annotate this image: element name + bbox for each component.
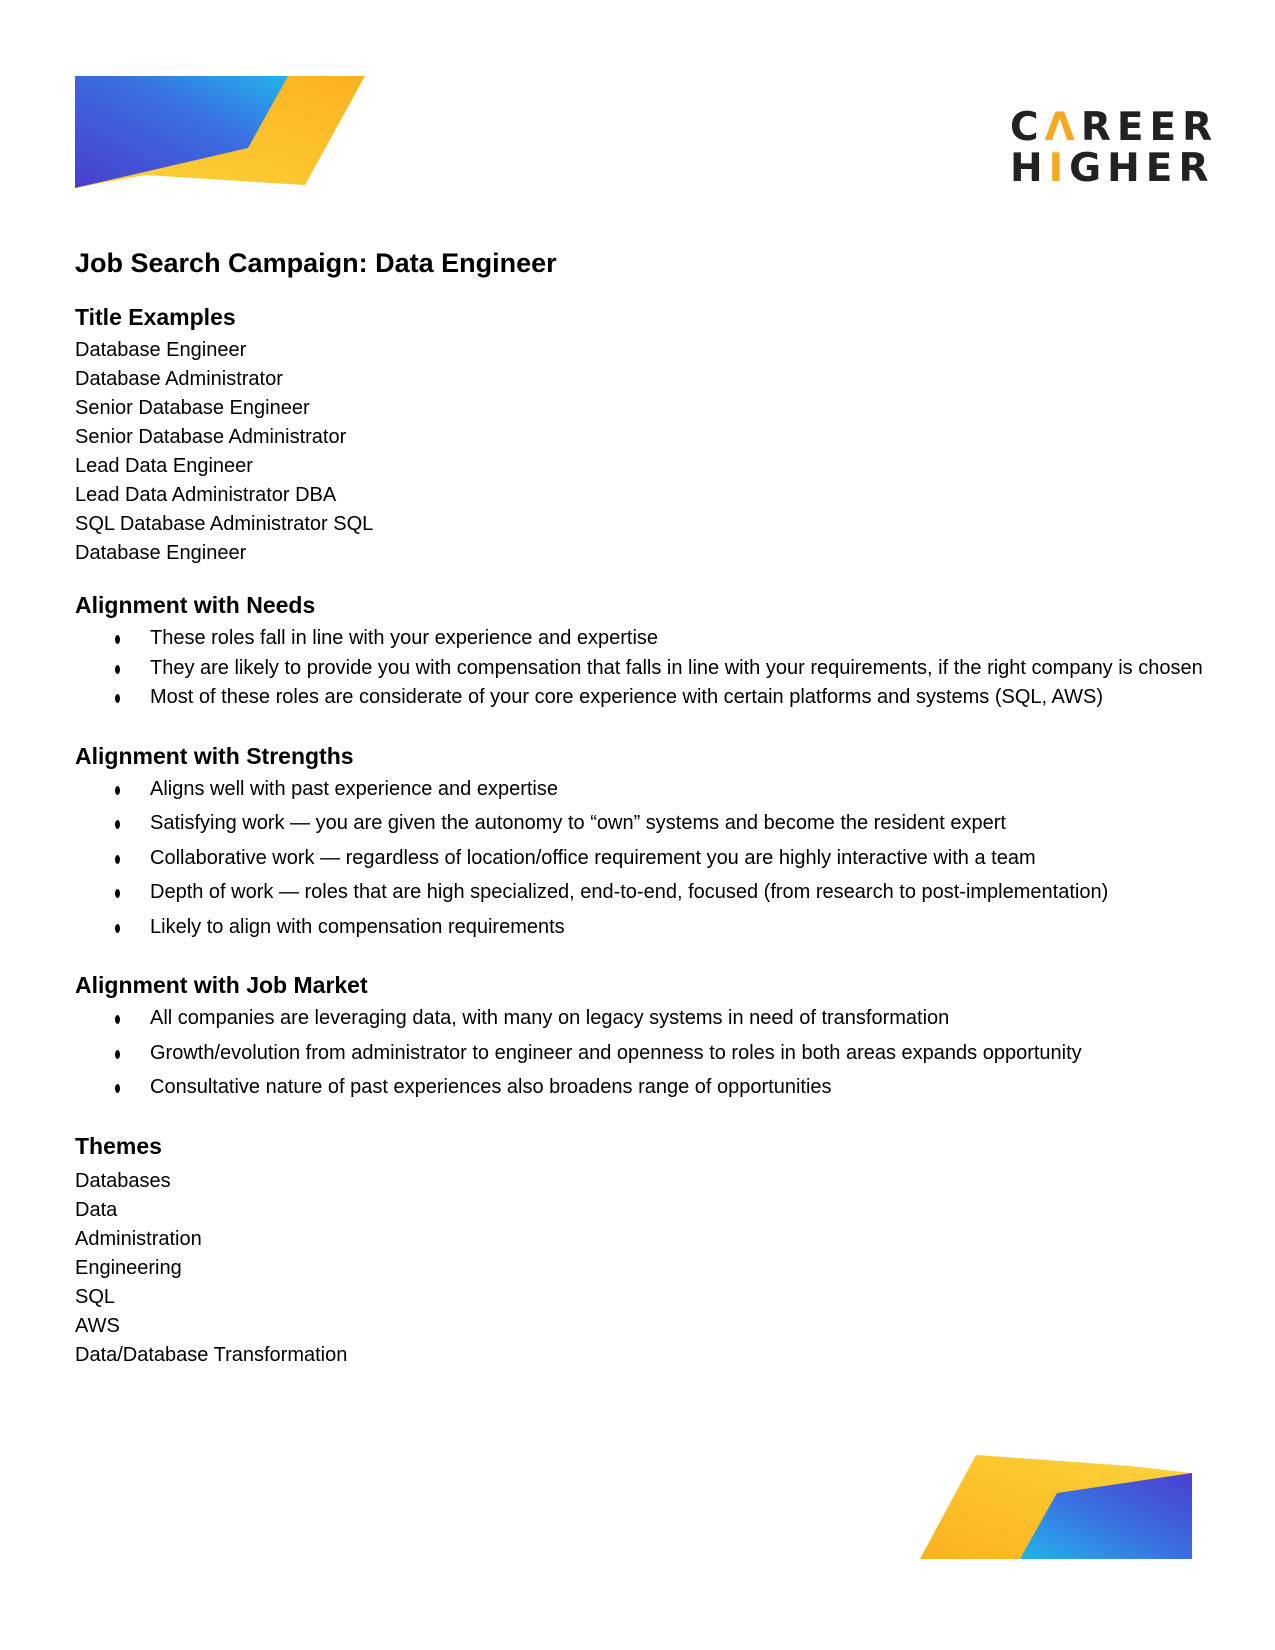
- list-item: Engineering: [75, 1256, 182, 1279]
- list-item: Depth of work — roles that are high specialized, end-to-end, focused (from research to post-implementation): [75, 878, 1205, 908]
- document-body: [75, 246, 1205, 1370]
- list-item: Data: [75, 1198, 118, 1221]
- alignment-strengths-list: [75, 775, 1205, 943]
- list-item: Administration: [75, 1227, 202, 1250]
- list-item: Lead Data Administrator DBA: [75, 484, 337, 506]
- list-item: Database Engineer: [75, 542, 247, 564]
- list-item: Senior Database Engineer: [75, 397, 310, 419]
- list-item: Data/Database Transformation: [75, 1343, 348, 1366]
- list-item: These roles fall in line with your experience and expertise: [75, 624, 1205, 654]
- logo-line-higher: HIGHER: [1010, 146, 1215, 191]
- list-item: Database Administrator: [75, 368, 283, 390]
- list-item: Collaborative work — regardless of location/office requirement you are highly interactive with a team: [75, 844, 1205, 874]
- list-item: AWS: [75, 1314, 120, 1337]
- list-item: Likely to align with compensation requirements: [75, 913, 1205, 943]
- list-item: Aligns well with past experience and expertise: [75, 775, 1205, 805]
- list-item: Databases: [75, 1169, 171, 1192]
- list-item: All companies are leveraging data, with many on legacy systems in need of transformation: [75, 1004, 1205, 1034]
- list-item: They are likely to provide you with compensation that falls in line with your requirements, if the right company is chosen: [75, 654, 1205, 684]
- footer-graphic: [920, 1455, 1192, 1559]
- list-item: Database Engineer: [75, 339, 247, 361]
- list-item: Satisfying work — you are given the autonomy to “own” systems and become the resident expert: [75, 809, 1205, 839]
- list-item: Lead Data Engineer: [75, 455, 253, 477]
- alignment-strengths-heading: Alignment with Strengths: [75, 742, 354, 769]
- alignment-market-list: [75, 1004, 1205, 1103]
- list-item: Most of these roles are considerate of your core experience with certain platforms and systems (SQL, AWS): [75, 683, 1205, 713]
- list-item: SQL: [75, 1285, 116, 1308]
- themes-heading: Themes: [75, 1132, 162, 1159]
- list-item: Consultative nature of past experiences also broadens range of opportunities: [75, 1073, 1205, 1103]
- alignment-market-heading: Alignment with Job Market: [75, 972, 368, 998]
- alignment-needs-heading: Alignment with Needs: [75, 592, 316, 618]
- list-item: Growth/evolution from administrator to engineer and openness to roles in both areas expands opportunity: [75, 1039, 1205, 1069]
- themes-list: [75, 1167, 1205, 1370]
- logo-line-career: CΛREER: [1010, 105, 1219, 150]
- list-item: Senior Database Administrator: [75, 426, 347, 448]
- career-higher-logo: [1010, 105, 1219, 191]
- title-examples-list: [75, 336, 1205, 568]
- document-title: Job Search Campaign: Data Engineer: [75, 248, 557, 278]
- alignment-needs-list: [75, 624, 1205, 713]
- list-item: SQL Database Administrator SQL: [75, 513, 374, 535]
- header-graphic: [75, 76, 365, 191]
- title-examples-heading: Title Examples: [75, 304, 236, 330]
